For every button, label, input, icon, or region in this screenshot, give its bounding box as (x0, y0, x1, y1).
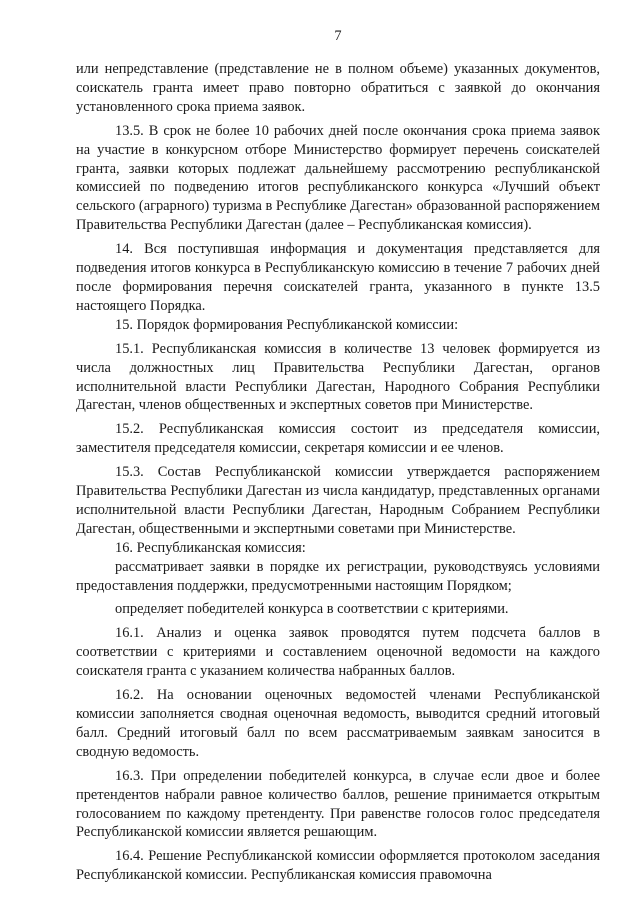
paragraph-16-1: 16.1. Анализ и оценка заявок проводятся путем подсчета баллов в соответствии с критериями и составлением оценочной ведомости на каждого соискателя гранта с указанием количества набранных баллов. (76, 625, 600, 680)
paragraph-16-4: 16.4. Решение Республиканской комиссии оформляется протоколом заседания Республиканской комиссии. Республиканская комиссия правомочна (76, 848, 600, 884)
paragraph-15-2: 15.2. Республиканская комиссия состоит из председателя комиссии, заместителя председателя комиссии, секретаря комиссии и ее членов. (76, 421, 600, 457)
paragraph-13-5: 13.5. В срок не более 10 рабочих дней после окончания срока приема заявок на участие в конкурсном отборе Министерство формирует перечень соискателей гранта, заявки которых подлежат дальнейшему рассмотрению республиканской комиссией по подведению итогов республиканского конкурса «Лучший объект сельского (аграрного) туризма в Республике Дагестан» образованной распоряжением Правительства Республики Дагестан (далее – Республиканская комиссия). (76, 122, 600, 234)
paragraph-16-considers: рассматривает заявки в порядке их регистрации, руководствуясь условиями предоставления поддержки, предусмотренными настоящим Порядком; (76, 558, 600, 594)
paragraph-16-3: 16.3. При определении победителей конкурса, в случае если двое и более претендентов набрали равное количество баллов, решение принимается открытым голосованием по каждому претенденту. При равенстве голосов голос председателя Республиканской комиссии является решающим. (76, 767, 600, 841)
paragraph-16-determines: определяет победителей конкурса в соответствии с критериями. (115, 601, 509, 618)
paragraph-14: 14. Вся поступившая информация и документация представляется для подведения итогов конкурса в Республиканскую комиссию в течение 7 рабочих дней после формирования перечня соискателей гранта, указанного в пункте 13.5 настоящего Порядка. (76, 241, 600, 314)
paragraph-15: 15. Порядок формирования Республиканской комиссии: (115, 316, 459, 333)
paragraph-continuation: или непредставление (представление не в полном объеме) указанных документов, соискатель гранта имеет право повторно обратиться с заявкой до окончания установленного срока приема заявок. (76, 61, 600, 115)
paragraph-16-2: 16.2. На основании оценочных ведомостей членами Республиканской комиссии заполняется сводная оценочная ведомость, выводится средний итоговый балл. Средний итоговый балл по всем рассматриваемым заявкам заносится в сводную ведомость. (76, 687, 600, 760)
page-number: 7 (334, 28, 342, 44)
paragraph-16: 16. Республиканская комиссия: (115, 539, 306, 556)
paragraph-15-3: 15.3. Состав Республиканской комиссии утверждается распоряжением Правительства Республики Дагестан из числа кандидатур, представленных органами исполнительной власти Республики Дагестан, Народным Собранием Республики Дагестан, общественными и экспертными советами при Министерстве. (76, 464, 600, 537)
paragraph-15-1: 15.1. Республиканская комиссия в количестве 13 человек формируется из числа должностных лиц Правительства Республики Дагестан, органов исполнительной власти Республики Дагестан, Народного Собрания Республики Дагестан, членов общественных и экспертных советов при Министерстве. (76, 340, 600, 414)
